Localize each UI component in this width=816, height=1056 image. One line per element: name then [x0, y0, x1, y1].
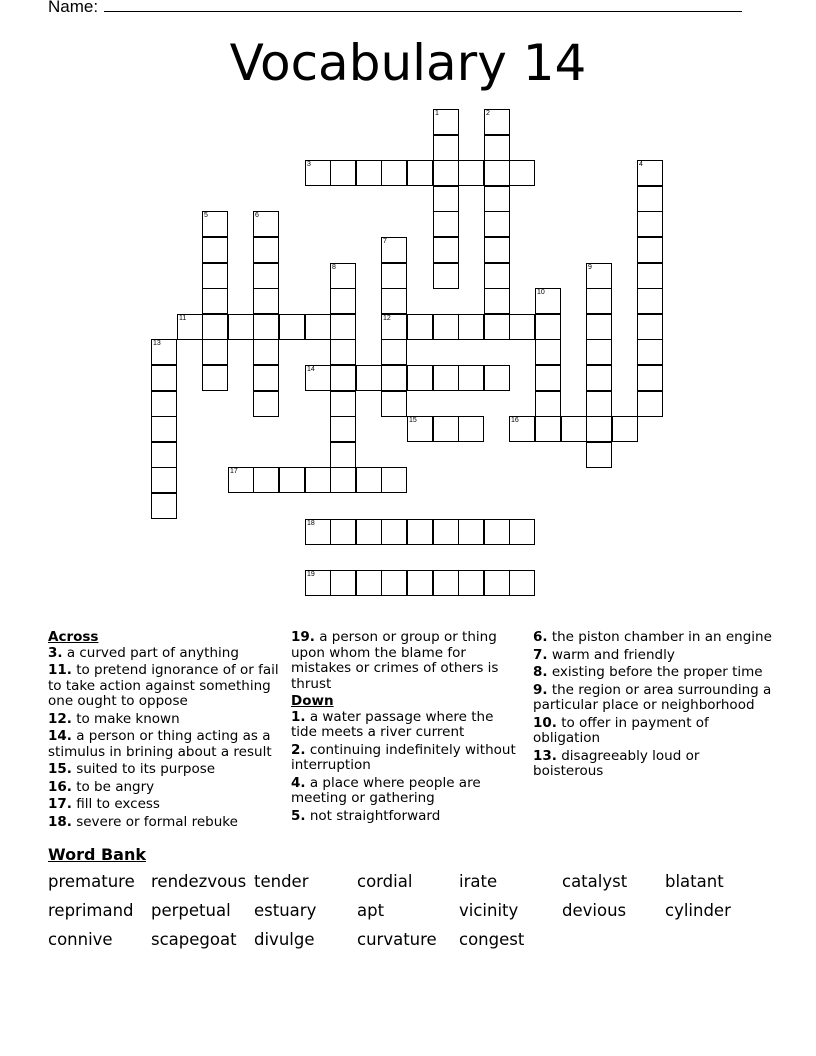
word-bank-word: vicinity: [459, 901, 519, 920]
clue-text: warm and friendly: [547, 646, 675, 663]
clue-number: 12: [383, 315, 391, 322]
word-bank-word: reprimand: [48, 901, 134, 920]
clue-num: 17.: [48, 796, 72, 812]
clue-item: [48, 663, 283, 710]
clue-number: 14: [307, 366, 315, 373]
clue-num: 7.: [533, 646, 548, 663]
grid-cell[interactable]: [637, 211, 663, 237]
grid-cell[interactable]: [458, 416, 484, 442]
clue-number: 7: [383, 238, 387, 245]
grid-cell[interactable]: [330, 519, 356, 545]
grid-cell[interactable]: [381, 570, 407, 596]
grid-cell[interactable]: [509, 519, 535, 545]
clue-num: 3.: [48, 644, 63, 661]
word-bank-word: perpetual: [151, 901, 231, 920]
grid-cell[interactable]: [305, 570, 331, 596]
clue-number: 11: [179, 315, 187, 322]
clue-num: 11.: [48, 662, 72, 678]
grid-cell[interactable]: [407, 314, 433, 340]
grid-cell[interactable]: [151, 339, 177, 365]
grid-cell[interactable]: [535, 288, 561, 314]
clue-text: existing before the proper time: [547, 664, 763, 680]
clue-text: continuing indefinitely without interruption: [291, 741, 516, 773]
clue-text: to offer in payment of obligation: [533, 714, 709, 746]
grid-cell[interactable]: [484, 288, 510, 314]
clue-num: 12.: [48, 710, 72, 727]
grid-cell[interactable]: [637, 391, 663, 417]
grid-cell[interactable]: [637, 314, 663, 340]
grid-cell[interactable]: [407, 570, 433, 596]
clue-num: 14.: [48, 728, 72, 744]
grid-cell[interactable]: [535, 391, 561, 417]
grid-cell[interactable]: [637, 160, 663, 186]
clues-column-2: [291, 630, 516, 826]
clue-text: to pretend ignorance of or fail to take action against something one ought to oppose: [48, 662, 279, 709]
clue-number: 13: [153, 340, 161, 347]
clue-text: to be angry: [71, 778, 155, 795]
grid-cell[interactable]: [330, 570, 356, 596]
grid-cell[interactable]: [637, 263, 663, 289]
clue-number: 6: [255, 212, 259, 219]
grid-cell[interactable]: [484, 570, 510, 596]
grid-cell[interactable]: [253, 237, 279, 263]
grid-cell[interactable]: [535, 416, 561, 442]
grid-cell[interactable]: [458, 519, 484, 545]
grid-cell[interactable]: [253, 467, 279, 493]
clue-num: 18.: [48, 813, 72, 830]
grid-cell[interactable]: [509, 416, 535, 442]
grid-cell[interactable]: [202, 339, 228, 365]
grid-cell[interactable]: [151, 365, 177, 391]
clues-column-1: [48, 630, 283, 832]
clue-number: 19: [307, 571, 315, 578]
clue-item: [48, 797, 283, 813]
grid-cell[interactable]: [535, 339, 561, 365]
grid-cell[interactable]: [381, 519, 407, 545]
grid-cell[interactable]: [586, 339, 612, 365]
grid-cell[interactable]: [586, 442, 612, 468]
grid-cell[interactable]: [458, 314, 484, 340]
grid-cell[interactable]: [637, 339, 663, 365]
clue-text: a curved part of anything: [62, 644, 239, 661]
grid-cell[interactable]: [330, 365, 356, 391]
grid-cell[interactable]: [509, 570, 535, 596]
grid-cell[interactable]: [305, 314, 331, 340]
word-bank-word: scapegoat: [151, 930, 237, 949]
grid-cell[interactable]: [586, 263, 612, 289]
grid-cell[interactable]: [228, 467, 254, 493]
word-bank-word: blatant: [665, 872, 724, 891]
grid-cell[interactable]: [637, 186, 663, 212]
word-bank-word: devious: [562, 901, 627, 920]
word-bank-word: irate: [459, 872, 498, 891]
clue-number: 1: [435, 110, 439, 117]
grid-cell[interactable]: [381, 237, 407, 263]
grid-cell[interactable]: [253, 391, 279, 417]
clue-item: [291, 743, 516, 774]
clue-item: [291, 710, 516, 741]
clue-number: 3: [307, 161, 311, 168]
grid-cell[interactable]: [484, 160, 510, 186]
grid-cell[interactable]: [509, 314, 535, 340]
clue-text: the region or area surrounding a particular place or neighborhood: [533, 681, 772, 713]
grid-cell[interactable]: [305, 365, 331, 391]
clue-text: not straightforward: [305, 807, 441, 824]
clue-number: 5: [204, 212, 208, 219]
grid-cell[interactable]: [381, 365, 407, 391]
grid-cell[interactable]: [202, 314, 228, 340]
grid-cell[interactable]: [381, 288, 407, 314]
clue-number: 9: [588, 264, 592, 271]
clue-num: 4.: [291, 774, 306, 791]
grid-cell[interactable]: [202, 288, 228, 314]
grid-cell[interactable]: [381, 160, 407, 186]
word-bank-word: rendezvous: [151, 872, 247, 891]
word-bank-word: estuary: [254, 901, 317, 920]
grid-cell[interactable]: [356, 570, 382, 596]
clue-item: [533, 648, 773, 664]
grid-cell[interactable]: [330, 416, 356, 442]
clue-num: 19.: [291, 629, 315, 645]
grid-cell[interactable]: [407, 365, 433, 391]
clue-text: the piston chamber in an engine: [547, 629, 772, 645]
grid-cell[interactable]: [330, 467, 356, 493]
grid-cell[interactable]: [484, 263, 510, 289]
clue-number: 18: [307, 520, 315, 527]
clue-number: 2: [486, 110, 490, 117]
grid-cell[interactable]: [458, 365, 484, 391]
grid-cell[interactable]: [151, 416, 177, 442]
clue-text: to make known: [71, 710, 180, 727]
clue-text: severe or formal rebuke: [71, 813, 238, 830]
grid-cell[interactable]: [484, 135, 510, 161]
grid-cell[interactable]: [586, 365, 612, 391]
grid-cell[interactable]: [433, 263, 459, 289]
down-heading: Down: [291, 693, 334, 709]
grid-cell[interactable]: [381, 339, 407, 365]
clue-num: 5.: [291, 807, 306, 824]
grid-cell[interactable]: [484, 314, 510, 340]
clue-num: 1.: [291, 708, 306, 725]
grid-cell[interactable]: [433, 519, 459, 545]
grid-cell[interactable]: [407, 416, 433, 442]
grid-cell[interactable]: [586, 288, 612, 314]
grid-cell[interactable]: [305, 519, 331, 545]
grid-cell[interactable]: [202, 237, 228, 263]
clue-item: [48, 815, 283, 831]
grid-cell[interactable]: [586, 314, 612, 340]
grid-cell[interactable]: [381, 467, 407, 493]
clue-text: disagreeably loud or boisterous: [533, 747, 700, 779]
grid-cell[interactable]: [151, 493, 177, 519]
clue-number: 10: [537, 289, 545, 296]
grid-cell[interactable]: [356, 160, 382, 186]
grid-cell[interactable]: [433, 135, 459, 161]
clue-item: [533, 749, 773, 780]
clue-text: a place where people are meeting or gathering: [291, 774, 481, 806]
grid-cell[interactable]: [484, 211, 510, 237]
clue-item: [533, 716, 773, 747]
grid-cell[interactable]: [433, 314, 459, 340]
grid-cell[interactable]: [586, 391, 612, 417]
grid-cell[interactable]: [484, 109, 510, 135]
grid-cell[interactable]: [407, 160, 433, 186]
clue-item: [48, 646, 283, 662]
grid-cell[interactable]: [433, 416, 459, 442]
grid-cell[interactable]: [202, 365, 228, 391]
grid-cell[interactable]: [381, 391, 407, 417]
grid-cell[interactable]: [561, 416, 587, 442]
grid-cell[interactable]: [253, 314, 279, 340]
clue-text: suited to its purpose: [71, 761, 216, 777]
grid-cell[interactable]: [458, 570, 484, 596]
grid-cell[interactable]: [305, 160, 331, 186]
grid-cell[interactable]: [279, 314, 305, 340]
grid-cell[interactable]: [433, 211, 459, 237]
grid-cell[interactable]: [433, 365, 459, 391]
grid-cell[interactable]: [330, 288, 356, 314]
grid-cell[interactable]: [356, 519, 382, 545]
grid-cell[interactable]: [228, 314, 254, 340]
grid-cell[interactable]: [433, 109, 459, 135]
word-bank-word: connive: [48, 930, 113, 949]
grid-cell[interactable]: [356, 467, 382, 493]
clue-item: [48, 780, 283, 796]
grid-cell[interactable]: [202, 263, 228, 289]
clue-number: 15: [409, 417, 417, 424]
grid-cell[interactable]: [484, 237, 510, 263]
clue-text: a water passage where the tide meets a river current: [291, 708, 494, 740]
grid-cell[interactable]: [253, 339, 279, 365]
grid-cell[interactable]: [484, 186, 510, 212]
grid-cell[interactable]: [305, 467, 331, 493]
clue-number: 17: [230, 468, 238, 475]
clue-item: [291, 776, 516, 807]
clue-item: [533, 665, 773, 681]
grid-cell[interactable]: [433, 160, 459, 186]
clue-item: [291, 809, 516, 825]
grid-cell[interactable]: [612, 416, 638, 442]
clue-num: 2.: [291, 741, 306, 758]
grid-cell[interactable]: [433, 186, 459, 212]
grid-cell[interactable]: [330, 160, 356, 186]
word-bank-word: cordial: [357, 872, 413, 891]
grid-cell[interactable]: [458, 160, 484, 186]
clues-column-3: [533, 630, 773, 782]
page-title: Vocabulary 14: [229, 34, 587, 92]
grid-cell[interactable]: [433, 237, 459, 263]
grid-cell[interactable]: [253, 211, 279, 237]
grid-cell[interactable]: [484, 519, 510, 545]
word-bank-title: Word Bank: [48, 845, 147, 864]
grid-cell[interactable]: [151, 442, 177, 468]
clue-item: [48, 712, 283, 728]
grid-cell[interactable]: [330, 339, 356, 365]
clue-num: 10.: [533, 714, 557, 731]
word-bank-word: divulge: [254, 930, 315, 949]
across-heading: Across: [48, 629, 99, 645]
grid-cell[interactable]: [535, 365, 561, 391]
clue-item: [291, 630, 516, 692]
grid-cell[interactable]: [356, 365, 382, 391]
clue-num: 13.: [533, 747, 557, 764]
clue-num: 9.: [533, 681, 548, 698]
clue-item: [48, 729, 283, 760]
grid-cell[interactable]: [202, 211, 228, 237]
grid-cell[interactable]: [484, 365, 510, 391]
clue-text: a person or thing acting as a stimulus in brining about a result: [48, 728, 272, 760]
grid-cell[interactable]: [637, 365, 663, 391]
grid-cell[interactable]: [433, 570, 459, 596]
grid-cell[interactable]: [330, 263, 356, 289]
clue-text: a person or group or thing upon whom the blame for mistakes or crimes of others is thrust: [291, 629, 499, 692]
grid-cell[interactable]: [151, 467, 177, 493]
grid-cell[interactable]: [279, 467, 305, 493]
clue-number: 16: [511, 417, 519, 424]
clue-item: [533, 630, 773, 646]
grid-cell[interactable]: [407, 519, 433, 545]
grid-cell[interactable]: [637, 237, 663, 263]
grid-cell[interactable]: [535, 314, 561, 340]
grid-cell[interactable]: [381, 314, 407, 340]
word-bank-word: tender: [254, 872, 309, 891]
grid-cell[interactable]: [586, 416, 612, 442]
clue-number: 4: [639, 161, 643, 168]
grid-cell[interactable]: [253, 263, 279, 289]
grid-cell[interactable]: [330, 442, 356, 468]
grid-cell[interactable]: [253, 288, 279, 314]
clue-num: 6.: [533, 629, 548, 645]
word-bank-word: premature: [48, 872, 135, 891]
grid-cell[interactable]: [177, 314, 203, 340]
clue-num: 16.: [48, 778, 72, 795]
grid-cell[interactable]: [381, 263, 407, 289]
grid-cell[interactable]: [637, 288, 663, 314]
word-bank-word: curvature: [357, 930, 437, 949]
grid-cell[interactable]: [330, 314, 356, 340]
clue-number: 8: [332, 264, 336, 271]
clue-text: fill to excess: [71, 796, 160, 812]
grid-cell[interactable]: [253, 365, 279, 391]
grid-cell[interactable]: [151, 391, 177, 417]
word-bank-word: congest: [459, 930, 525, 949]
clue-num: 15.: [48, 761, 72, 777]
clue-item: [533, 683, 773, 714]
grid-cell[interactable]: [330, 391, 356, 417]
grid-cell[interactable]: [509, 160, 535, 186]
clue-num: 8.: [533, 664, 548, 680]
name-label: Name:: [48, 0, 99, 16]
clue-item: [48, 762, 283, 778]
word-bank-word: cylinder: [665, 901, 731, 920]
word-bank-word: apt: [357, 901, 385, 920]
word-bank-word: catalyst: [562, 872, 628, 891]
